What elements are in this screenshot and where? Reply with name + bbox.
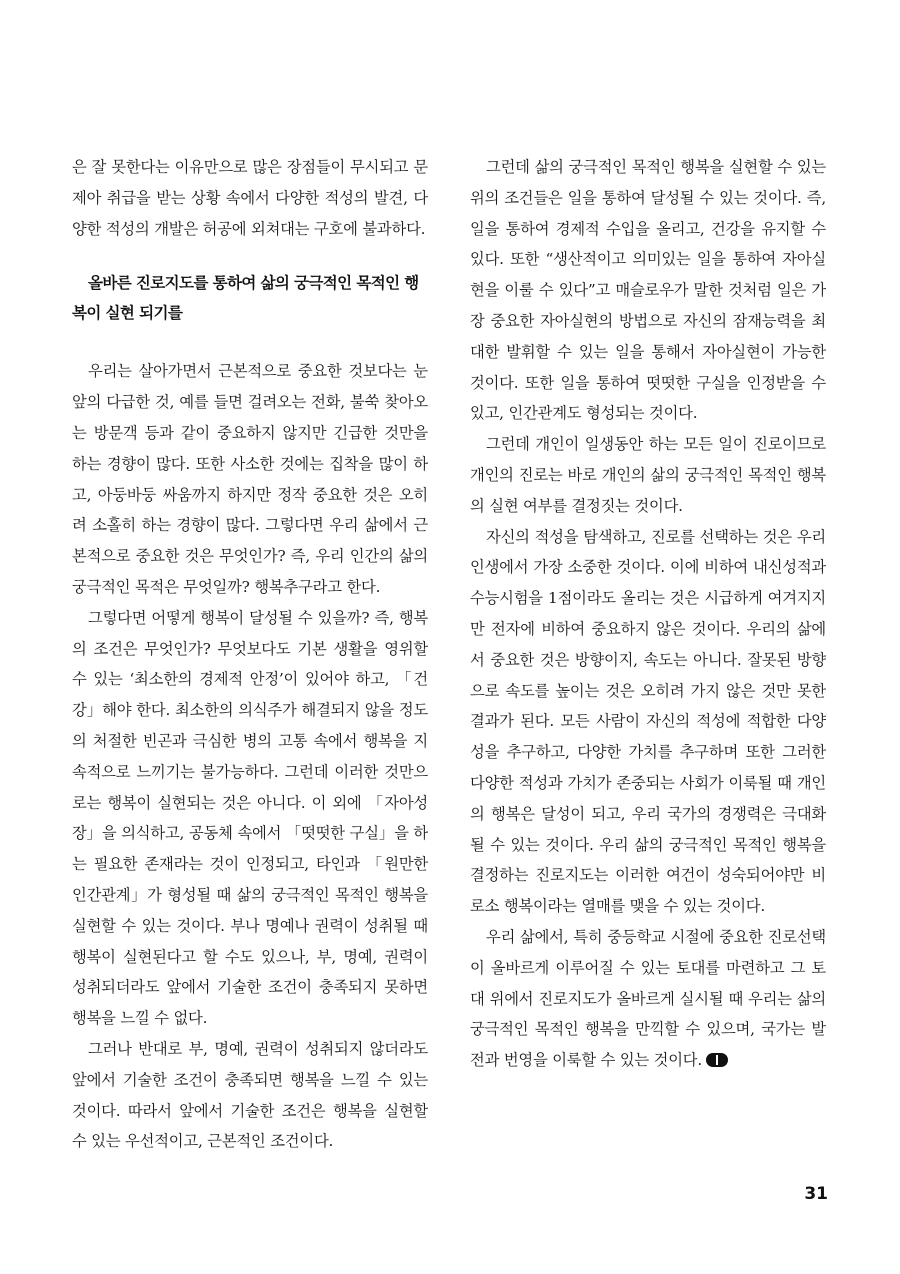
last-paragraph (470, 922, 826, 1076)
page-number: 31 (804, 1184, 828, 1204)
paragraph-text: 우리 삶에서, 특히 중등학교 시절에 중요한 진로선택이 올바르게 이루어질 수 있는 토대를 마련하고 그 토대 위에서 진로지도가 올바르게 실시될 때 우리는 삶의 궁극적인 목적인 행복을 만끽할 수 있으며, 국가는 발전과 번영을 이룩할 수 있는 것이다. (470, 927, 826, 1070)
paragraph: 은 잘 못한다는 이유만으로 많은 장점들이 무시되고 문제아 취급을 받는 상황 속에서 다양한 적성의 발견, 다양한 적성의 개발은 허공에 외쳐대는 구호에 불과하다. (72, 158, 428, 238)
section-heading: 올바른 진로지도를 통하여 삶의 궁극적인 목적인 행복이 실현 되기를 (72, 274, 419, 323)
left-column (72, 152, 428, 1157)
right-column (470, 152, 826, 1076)
paragraph: 그런데 개인이 일생동안 하는 모든 일이 진로이므로 개인의 진로는 바로 개인의 삶의 궁극적인 목적인 행복의 실현 여부를 결정짓는 것이다. (470, 435, 826, 515)
paragraph: 그렇다면 어떻게 행복이 달성될 수 있을까? 즉, 행복의 조건은 무엇인가? 무엇보다도 기본 생활을 영위할 수 있는 ‘최소한의 경제적 안정’이 있어야 하고, 「건강」해야 한다. 최소한의 의식주가 해결되지 않을 정도의 처절한 빈곤과 극심한 병의 고통 속에서 행복을 지속적으로 느끼기는 불가능하다. 그런데 이러한 것만으로는 행복이 실현되는 것은 아니다. 이 외에 「자아성장」을 의식하고, 공동체 속에서 「떳떳한 구실」을 하는 필요한 존재라는 것이 인정되고, 타인과 「원만한 인간관계」가 형성될 때 삶의 궁극적인 목적인 행복을 실현할 수 있는 것이다. 부나 명예나 권력이 성취될 때 행복이 실현된다고 할 수도 있으나, 부, 명예, 권력이 성취되더라도 앞에서 기술한 조건이 충족되지 못하면 행복을 느낄 수 없다. (72, 608, 428, 1028)
paragraph: 그런데 삶의 궁극적인 목적인 행복을 실현할 수 있는 위의 조건들은 일을 통하여 달성될 수 있는 것이다. 즉, 일을 통하여 경제적 수입을 올리고, 건강을 유지할 수 있다. 또한 “생산적이고 의미있는 일을 통하여 자아실현을 이룰 수 있다”고 매슬로우가 말한 것처럼 일은 가장 중요한 자아실현의 방법으로 자신의 잠재능력을 최대한 발휘할 수 있는 일을 통해서 자아실현이 가능한 것이다. 또한 일을 통하여 떳떳한 구실을 인정받을 수 있고, 인간관계도 형성되는 것이다. (470, 158, 826, 423)
paragraph: 자신의 적성을 탐색하고, 진로를 선택하는 것은 우리 인생에서 가장 소중한 것이다. 이에 비하여 내신성적과 수능시험을 1점이라도 올리는 것은 시급하게 여겨지지만 전자에 비하여 중요하지 않은 것이다. 우리의 삶에서 중요한 것은 방향이지, 속도는 아니다. 잘못된 방향으로 속도를 높이는 것은 오히려 가지 않은 것만 못한 결과가 된다. 모든 사람이 자신의 적성에 적합한 다양성을 추구하고, 다양한 가치를 추구하며 또한 그러한 다양한 적성과 가치가 존중되는 사회가 이룩될 때 개인의 행복은 달성이 되고, 우리 국가의 경쟁력은 극대화될 수 있는 것이다. 우리 삶의 궁극적인 목적인 행복을 결정하는 진로지도는 이러한 여건이 성숙되어야만 비로소 행복이라는 열매를 맺을 수 있는 것이다. (470, 527, 826, 916)
end-of-article-mark-icon (706, 1053, 728, 1067)
paragraph: 그러나 반대로 부, 명예, 권력이 성취되지 않더라도 앞에서 기술한 조건이 충족되면 행복을 느낄 수 있는 것이다. 따라서 앞에서 기술한 조건은 행복을 실현할 수 있는 우선적이고, 근본적인 조건이다. (72, 1039, 428, 1151)
paragraph: 우리는 살아가면서 근본적으로 중요한 것보다는 눈앞의 다급한 것, 예를 들면 걸려오는 전화, 불쑥 찾아오는 방문객 등과 같이 중요하지 않지만 긴급한 것만을 하는 경향이 많다. 또한 사소한 것에는 집착을 많이 하고, 아둥바둥 싸움까지 하지만 정작 중요한 것은 오히려 소홀히 하는 경향이 많다. 그렇다면 우리 삶에서 근본적으로 중요한 것은 무엇인가? 즉, 우리 인간의 삶의 궁극적인 목적은 무엇일까? 행복추구라고 한다. (72, 362, 428, 596)
